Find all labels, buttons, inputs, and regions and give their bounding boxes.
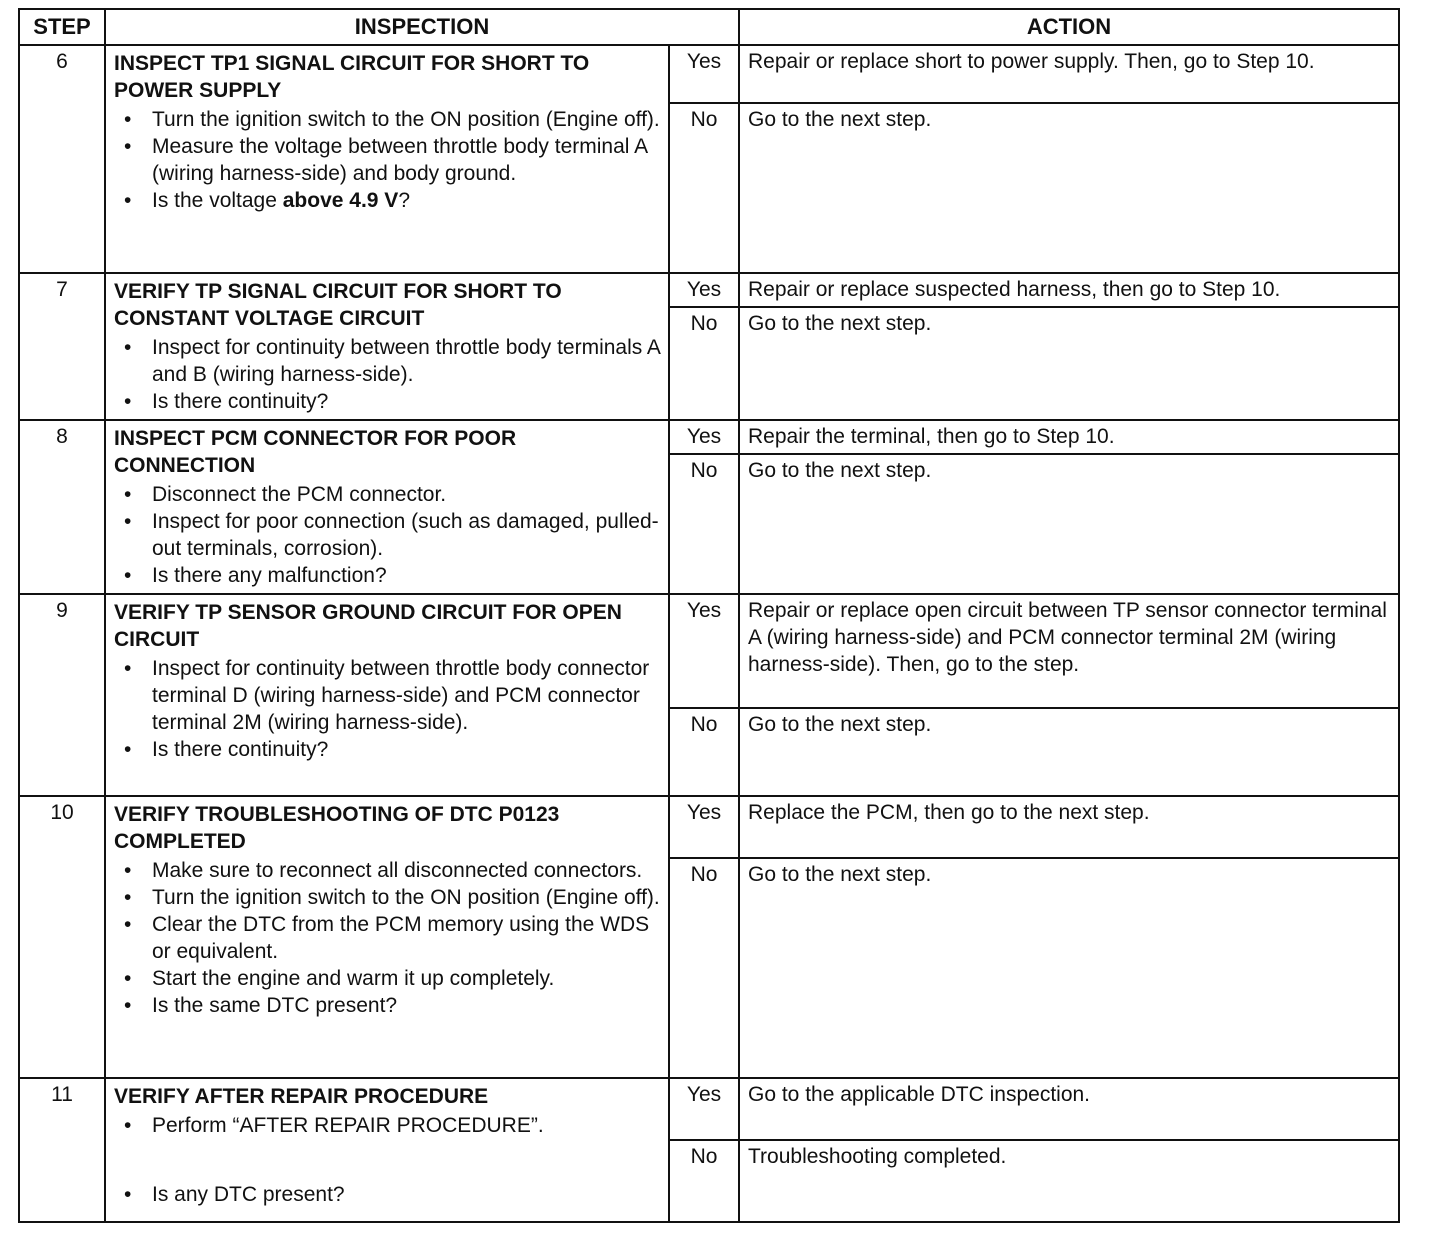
yes-label: Yes: [669, 273, 739, 307]
yes-action: Go to the applicable DTC inspection.: [739, 1078, 1399, 1140]
bullet: • Start the engine and warm it up completely.: [152, 965, 662, 992]
yes-action: Repair the terminal, then go to Step 10.: [739, 420, 1399, 454]
bullet: • Is the same DTC present?: [152, 992, 662, 1019]
step-10-yes-row: [19, 796, 1399, 858]
bullet: • Is there continuity?: [152, 736, 662, 763]
bullet: • Turn the ignition switch to the ON position (Engine off).: [152, 884, 662, 911]
bullet: • Clear the DTC from the PCM memory using the WDS or equivalent.: [152, 911, 662, 965]
yes-action: Replace the PCM, then go to the next step.: [739, 796, 1399, 858]
step-6-yes-row: [19, 45, 1399, 103]
step-number: 6: [19, 45, 105, 273]
bullet: • Inspect for continuity between throttle body connector terminal D (wiring harness-side) and PCM connector terminal 2M (wiring harness-side).: [152, 655, 662, 736]
step-number: 10: [19, 796, 105, 1078]
bullet: • Measure the voltage between throttle body terminal A (wiring harness-side) and body ground.: [152, 133, 662, 187]
step-title: INSPECT PCM CONNECTOR FOR POOR CONNECTION: [114, 427, 517, 477]
step-10-inspection: [105, 796, 669, 1078]
yes-label: Yes: [669, 420, 739, 454]
step-bullets: [114, 481, 662, 589]
step-number: 8: [19, 420, 105, 594]
bullet-question: [152, 187, 662, 214]
question-suffix: ?: [398, 189, 410, 212]
step-7-yes-row: [19, 273, 1399, 307]
no-label: No: [669, 858, 739, 1078]
troubleshooting-table: [18, 8, 1400, 1223]
step-7-inspection: [105, 273, 669, 420]
no-label: No: [669, 307, 739, 420]
yes-label: Yes: [669, 796, 739, 858]
bullet: • Inspect for poor connection (such as damaged, pulled-out terminals, corrosion).: [152, 508, 662, 562]
yes-action: Repair or replace open circuit between TP sensor connector terminal A (wiring harness-side) and PCM connector terminal 2M (wiring harness-side). Then, go to the step.: [739, 594, 1399, 708]
no-label: No: [669, 454, 739, 594]
question-prefix: Is the voltage: [152, 189, 283, 212]
step-6-inspection: [105, 45, 669, 273]
no-action: Go to the next step.: [739, 708, 1399, 796]
step-title: INSPECT TP1 SIGNAL CIRCUIT FOR SHORT TO POWER SUPPLY: [114, 52, 590, 102]
step-8-yes-row: [19, 420, 1399, 454]
question-threshold: above 4.9 V: [282, 189, 399, 212]
header-action: ACTION: [739, 9, 1399, 45]
header-inspection: INSPECTION: [105, 9, 739, 45]
step-number: 9: [19, 594, 105, 796]
step-title: VERIFY TROUBLESHOOTING OF DTC P0123 COMPLETED: [114, 803, 560, 853]
bullet: • Turn the ignition switch to the ON position (Engine off).: [152, 106, 662, 133]
yes-action: Repair or replace suspected harness, then go to Step 10.: [739, 273, 1399, 307]
step-9-inspection: [105, 594, 669, 796]
step-11-inspection: [105, 1078, 669, 1222]
no-action: Go to the next step.: [739, 454, 1399, 594]
step-8-inspection: [105, 420, 669, 594]
header-step: STEP: [19, 9, 105, 45]
bullet: • Perform “AFTER REPAIR PROCEDURE”.: [152, 1112, 662, 1139]
step-title: VERIFY TP SENSOR GROUND CIRCUIT FOR OPEN CIRCUIT: [114, 601, 622, 651]
yes-label: Yes: [669, 45, 739, 103]
bullet: • Make sure to reconnect all disconnected connectors.: [152, 857, 662, 884]
yes-label: Yes: [669, 1078, 739, 1140]
step-bullets: [114, 334, 662, 415]
bullet: • Inspect for continuity between throttle body terminals A and B (wiring harness-side).: [152, 334, 662, 388]
step-title: VERIFY TP SIGNAL CIRCUIT FOR SHORT TO CONSTANT VOLTAGE CIRCUIT: [114, 280, 562, 330]
step-number: 7: [19, 273, 105, 420]
no-label: No: [669, 103, 739, 273]
step-bullets: [114, 106, 662, 214]
bullet: • Disconnect the PCM connector.: [152, 481, 662, 508]
no-action: Go to the next step.: [739, 858, 1399, 1078]
step-bullets: [114, 655, 662, 763]
bullet-spacer: [152, 1139, 662, 1181]
no-action: Troubleshooting completed.: [739, 1140, 1399, 1222]
no-action: Go to the next step.: [739, 103, 1399, 273]
no-action: Go to the next step.: [739, 307, 1399, 420]
bullet: • Is any DTC present?: [152, 1181, 662, 1208]
step-9-yes-row: [19, 594, 1399, 708]
bullet: • Is there any malfunction?: [152, 562, 662, 589]
step-title: VERIFY AFTER REPAIR PROCEDURE: [114, 1085, 489, 1108]
no-label: No: [669, 1140, 739, 1222]
table-header-row: [19, 9, 1399, 45]
no-label: No: [669, 708, 739, 796]
step-number: 11: [19, 1078, 105, 1222]
step-11-yes-row: [19, 1078, 1399, 1140]
yes-action: Repair or replace short to power supply. Then, go to Step 10.: [739, 45, 1399, 103]
troubleshooting-document: [18, 8, 1398, 1223]
step-bullets: [114, 1112, 662, 1208]
bullet: • Is there continuity?: [152, 388, 662, 415]
yes-label: Yes: [669, 594, 739, 708]
step-bullets: [114, 857, 662, 1019]
